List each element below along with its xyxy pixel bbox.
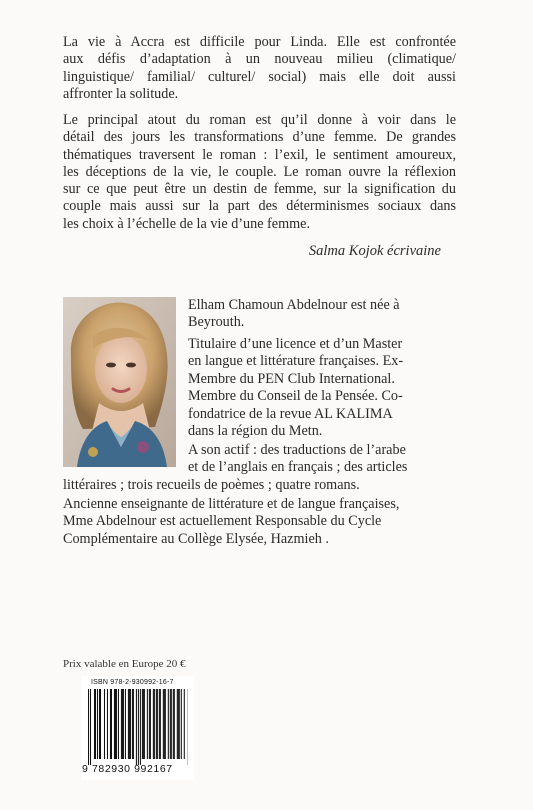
text-line: les déceptions de la vie, le couple. Le roman ouvre la réflexion (63, 163, 456, 180)
author-works (63, 442, 408, 494)
text-line: thématiques traversent le roman : l’exil, le sentiment amoureux, (63, 146, 456, 163)
synopsis-paragraph (63, 34, 456, 103)
barcode-bar (179, 689, 180, 759)
review-signature: Salma Kojok écrivaine (308, 243, 441, 259)
isbn-label: ISBN 978-2-930992-16-7 (91, 679, 174, 686)
text-line: Ancienne enseignante de littérature et de langue françaises, (63, 496, 400, 512)
barcode-bar (123, 689, 124, 759)
barcode-bar (165, 689, 166, 759)
ean-digits: 9 782930 992167 (82, 763, 173, 775)
barcode-bar (142, 689, 143, 759)
text-line: A son actif : des traductions de l’arabe (188, 442, 406, 458)
barcode-bar (88, 689, 89, 765)
barcode-bar (147, 689, 148, 759)
barcode-bar (122, 689, 123, 759)
barcode-bar (170, 689, 171, 759)
text-line: littéraires ; trois recueils de poèmes ; quatre romans. (63, 476, 360, 493)
barcode-bar (136, 689, 137, 765)
barcode-bar (177, 689, 178, 759)
barcode-bar (90, 689, 91, 765)
barcode-bar (154, 689, 155, 759)
text-line: détail des jours les transformations d’une femme. De grandes (63, 129, 456, 146)
barcode-bar (116, 689, 117, 759)
text-line: Beyrouth. (188, 314, 245, 331)
barcode-bar (110, 689, 111, 759)
barcode-bar (184, 689, 185, 759)
price-label: Prix valable en Europe 20 € (63, 658, 186, 670)
barcode-bar (130, 689, 131, 759)
barcode-bar (153, 689, 154, 759)
barcode-bar (149, 689, 150, 759)
barcode-bar (138, 689, 139, 765)
author-credentials (188, 336, 403, 440)
text-line: La vie à Accra est difficile pour Linda. Elle est confrontée (63, 34, 456, 50)
barcode-bar (144, 689, 145, 759)
barcode-bar (157, 689, 158, 759)
barcode-bar (125, 689, 126, 759)
text-line: Complémentaire au Collège Elysée, Hazmieh . (63, 530, 329, 547)
barcode-bar (114, 689, 115, 759)
author-birth (188, 297, 400, 332)
barcode-bar (133, 689, 134, 759)
barcode-bar (104, 689, 105, 759)
text-line: Le principal atout du roman est qu’il donne à voir dans le (63, 112, 456, 128)
barcode-bar (115, 689, 116, 759)
barcode-bar (118, 689, 119, 759)
barcode-bar (156, 689, 157, 759)
text-line: Membre du Conseil de la Pensée. Co- (188, 388, 403, 405)
text-line: affronter la solitude. (63, 85, 179, 102)
barcode-bar (129, 689, 130, 759)
barcode (81, 676, 194, 780)
text-line: en langue et littérature françaises. Ex- (188, 353, 404, 370)
text-line: les choix à l’échelle de la vie d’une femme. (63, 215, 310, 232)
barcode-bar (132, 689, 133, 759)
text-line: Elham Chamoun Abdelnour est née à (188, 297, 400, 313)
barcode-bar (121, 689, 122, 759)
author-portrait (63, 297, 176, 467)
barcode-bar (97, 689, 98, 759)
barcode-bar (174, 689, 175, 759)
barcode-bar (171, 689, 172, 759)
text-line: et de l’anglais en français ; des articles (188, 459, 408, 476)
barcode-bar (164, 689, 165, 759)
text-line: Mme Abdelnour est actuellement Responsable du Cycle (63, 513, 382, 530)
barcode-bar (100, 689, 101, 759)
text-line: dans la région du Metn. (188, 423, 323, 440)
barcode-bar (111, 689, 112, 759)
barcode-bar (95, 689, 96, 759)
barcode-bar (163, 689, 164, 759)
barcode-bar (107, 689, 108, 759)
text-line: sur ce que peut être un destin de femme, sur la signification du (63, 181, 456, 198)
text-line: fondatrice de la revue AL KALIMA (188, 405, 393, 422)
text-line: linguistique/ familial/ culturel/ social) mais elle doit aussi (63, 68, 456, 85)
barcode-bar (94, 689, 95, 759)
barcode-bars (88, 689, 188, 765)
barcode-bar (99, 689, 100, 759)
barcode-bar (143, 689, 144, 759)
barcode-bar (128, 689, 129, 759)
text-line: Titulaire d’une licence et d’un Master (188, 336, 403, 352)
text-line: couple mais aussi sur la part des déterminismes sociaux dans (63, 198, 456, 215)
barcode-bar (160, 689, 161, 759)
barcode-bar (181, 689, 182, 759)
barcode-bar (173, 689, 174, 759)
text-line: Membre du PEN Club International. (188, 370, 395, 387)
barcode-bar (168, 689, 169, 759)
author-career (63, 496, 463, 548)
barcode-bar (159, 689, 160, 759)
barcode-bar (150, 689, 151, 759)
barcode-bar (178, 689, 179, 759)
barcode-bar (140, 689, 141, 765)
review-paragraph (63, 112, 456, 233)
text-line: aux défis d’adaptation à un nouveau milieu (climatique/ (63, 51, 456, 68)
